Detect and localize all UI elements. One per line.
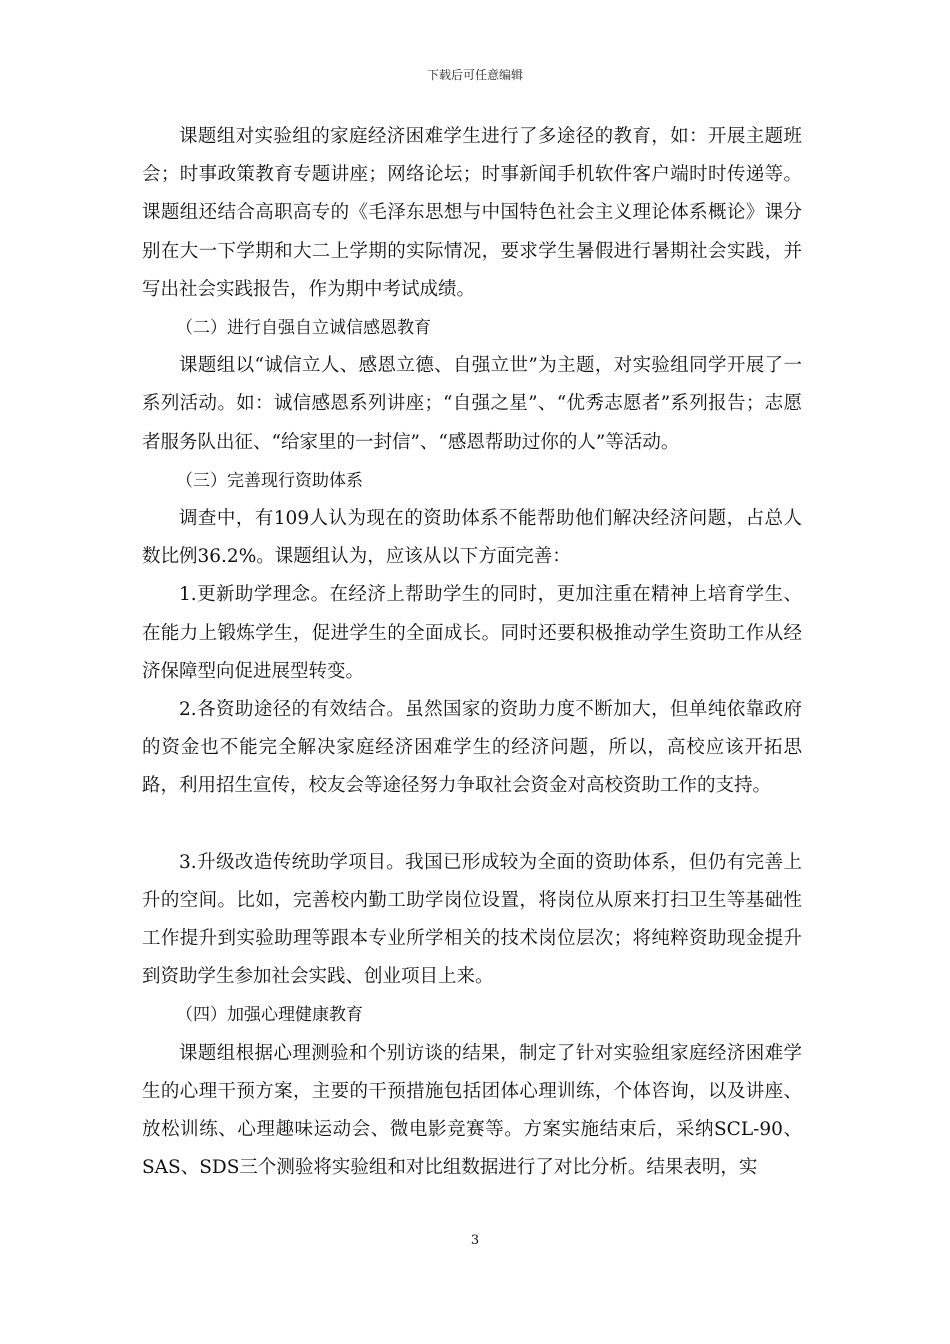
section-heading: （三）完善现行资助体系: [176, 470, 363, 491]
section-heading: （二）进行自强自立诚信感恩教育: [176, 318, 431, 339]
list-paragraph: 2.各资助途径的有效结合。虽然国家的资助力度不断加大，但单纯依靠政府的资金也不能完全解决家庭经济困难学生的经济问题，所以，高校应该开拓思路，利用招生宣传，校友会等途径努力争取社会资金对高校资助工作的支持。: [142, 699, 802, 797]
list-paragraph: 1.更新助学理念。在经济上帮助学生的同时，更加注重在精神上培育学生、在能力上锻炼学生，促进学生的全面成长。同时还要积极推动学生资助工作从经济保障型向促进展型转变。: [142, 584, 802, 682]
paragraph: 课题组根据心理测验和个别访谈的结果，制定了针对实验组家庭经济困难学生的心理干预方案，主要的干预措施包括团体心理训练，个体咨询，以及讲座、放松训练、心理趣味运动会、微电影竞赛等。方案实施结束后，采纳SCL-90、SAS、SDS三个测验将实验组和对比组数据进行了对比分析。结果表明，实: [142, 1042, 802, 1179]
list-paragraph: 3.升级改造传统助学项目。我国已形成较为全面的资助体系，但仍有完善上升的空间。比如，完善校内勤工助学岗位设置，将岗位从原来打扫卫生等基础性工作提升到实验助理等跟本专业所学相关的技术岗位层次；将纯粹资助现金提升到资助学生参加社会实践、创业项目上来。: [142, 851, 802, 988]
document-body: [142, 118, 802, 1187]
paragraph: 课题组对实验组的家庭经济困难学生进行了多途径的教育，如：开展主题班会；时事政策教育专题讲座；网络论坛；时事新闻手机软件客户端时时传递等。课题组还结合高职高专的《毛泽东思想与中国特色社会主义理论体系概论》课分别在大一下学期和大二上学期的实际情况，要求学生暑假进行暑期社会实践，并写出社会实践报告，作为期中考试成绩。: [142, 126, 802, 300]
blank-line: [142, 806, 802, 844]
paragraph: 调查中，有109人认为现在的资助体系不能帮助他们解决经济问题，占总人数比例36.2%。课题组认为，应该从以下方面完善：: [142, 508, 802, 568]
paragraph: 课题组以“诚信立人、感恩立德、自强立世”为主题，对实验组同学开展了一系列活动。如：诚信感恩系列讲座；“自强之星”、“优秀志愿者”系列报告；志愿者服务队出征、“给家里的一封信”、“感恩帮助过你的人”等活动。: [142, 355, 802, 453]
page-number: 3: [470, 1233, 480, 1248]
section-heading: （四）加强心理健康教育: [176, 1005, 363, 1026]
page-header: 下载后可任意编辑: [426, 68, 523, 82]
